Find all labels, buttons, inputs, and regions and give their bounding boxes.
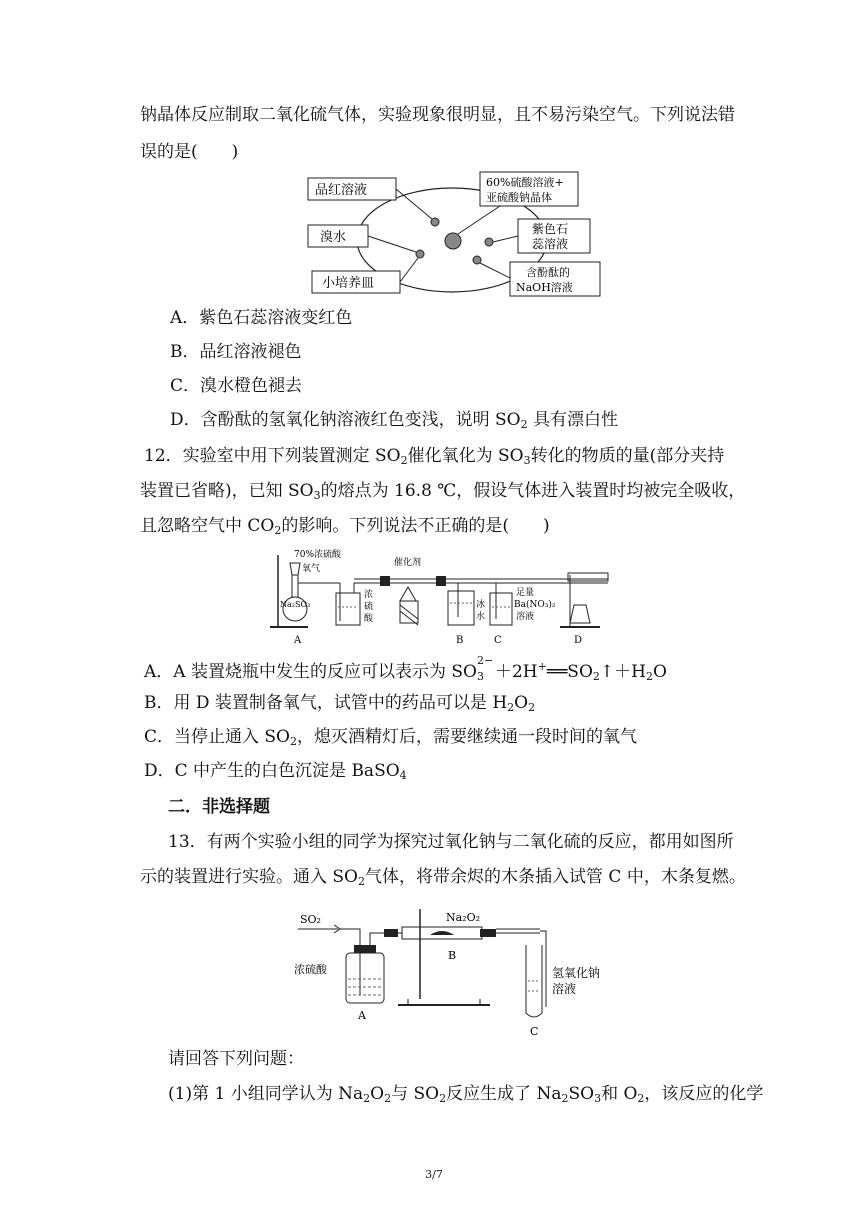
intro-line-1: 钠晶体反应制取二氧化硫气体，实验现象很明显，且不易污染空气。下列说法错	[140, 105, 735, 125]
ion-charge	[476, 654, 495, 683]
subscript: 2	[439, 1092, 447, 1105]
subscript: 2	[592, 670, 600, 683]
label-conc-2: 硫	[364, 602, 374, 612]
label-litmus-1: 紫色石	[532, 222, 569, 236]
subscript: 2	[637, 1092, 645, 1105]
label-naoh-2: 溶液	[552, 982, 577, 996]
q11-option-a: A．紫色石蕊溶液变红色	[170, 308, 353, 328]
label-a: A	[358, 1009, 366, 1022]
text: 反应生成了 Na	[446, 1084, 562, 1104]
subscript: 2	[358, 875, 365, 888]
text: ↑＋H	[599, 662, 646, 682]
label-ice-1: 冰	[476, 600, 486, 610]
subscript: 2	[520, 418, 528, 431]
label-naoh-2: NaOH溶液	[516, 281, 573, 294]
section-heading: 二．非选择题	[168, 797, 270, 817]
label-c: C	[530, 1025, 539, 1038]
subscript: 3	[523, 454, 531, 467]
label-ba-3: 溶液	[516, 612, 535, 622]
page-number: 3/7	[425, 1168, 443, 1181]
text: 示的装置进行实验。通入 SO	[140, 867, 358, 887]
text: 与 SO	[391, 1084, 440, 1104]
label-ba-2: Ba(NO₃)₂	[514, 600, 556, 610]
label-catalyst: 催化剂	[394, 558, 422, 568]
label-oxygen: 氧气	[302, 564, 321, 574]
figure-apparatus-abcd	[268, 545, 618, 650]
text: 的熔点为 16.8 ℃，假设气体进入装置时均被完全吸收，	[320, 481, 746, 501]
label-na2so3: Na₂SO₃	[280, 600, 311, 609]
label-acid-2: 亚硫酸钠晶体	[486, 191, 552, 204]
text: 12．实验室中用下列装置测定 SO	[144, 446, 401, 466]
text: O	[370, 1084, 385, 1104]
subscript: 2	[561, 1092, 569, 1105]
label-naoh-1: 含酚酞的	[526, 266, 570, 279]
label-ba-1: 足量	[516, 588, 535, 598]
q12-option-d	[144, 760, 407, 787]
label-so2: SO₂	[300, 913, 321, 926]
q12-line-3	[140, 515, 550, 542]
label-pinhong: 品红溶液	[315, 183, 368, 198]
subscript: 2	[384, 1092, 392, 1105]
subscript: 2	[290, 735, 297, 748]
subscript: 2	[400, 454, 408, 467]
label-xiushui: 溴水	[320, 230, 347, 245]
text: 催化氧化为 SO	[407, 446, 524, 466]
text: 具有漂白性	[527, 410, 619, 430]
q13-line-1: 13．有两个实验小组的同学为探究过氧化钠与二氧化硫的反应，都用如图所	[168, 832, 734, 852]
text: D．C 中产生的白色沉淀是 BaSO	[144, 761, 400, 781]
subscript: 2	[274, 524, 282, 537]
figure-petri-dish	[300, 170, 610, 300]
label-ice-2: 水	[476, 612, 486, 622]
subscript: 3	[476, 670, 484, 683]
q12-option-c	[144, 726, 637, 753]
q13-prompt: 请回答下列问题：	[168, 1049, 304, 1069]
text: 的影响。下列说法不正确的是( )	[281, 516, 550, 536]
q12-line-1	[144, 445, 724, 472]
q11-option-b: B．品红溶液褪色	[170, 342, 302, 362]
text: O	[652, 662, 667, 682]
text: (1)第 1 小组同学认为 Na	[168, 1084, 364, 1104]
label-dish: 小培养皿	[322, 276, 375, 291]
q12-line-2	[140, 480, 745, 507]
label-na2o2: Na₂O₂	[446, 911, 481, 924]
q13-part-1	[168, 1083, 763, 1110]
subscript: 2	[528, 701, 536, 714]
text: C．当停止通入 SO	[144, 727, 290, 747]
subscript: 4	[399, 769, 407, 782]
text: D．含酚酞的氢氧化钠溶液红色变浅，说明 SO	[170, 410, 521, 430]
label-c: C	[494, 635, 502, 646]
text: ，该反应的化学	[644, 1084, 764, 1104]
subscript: 3	[594, 1092, 602, 1105]
intro-line-2: 误的是( )	[140, 142, 239, 162]
text: 气体，将带余烬的木条插入试管 C 中，木条复燃。	[365, 867, 746, 887]
label-b: B	[448, 949, 457, 962]
subscript: 3	[313, 489, 321, 502]
label-b: B	[456, 635, 464, 646]
q11-option-d	[170, 409, 618, 436]
text: B．用 D 装置制备氧气，试管中的药品可以是 H	[144, 693, 508, 713]
label-acid-1: 60%硫酸溶液+	[486, 176, 564, 189]
superscript: 2−	[476, 654, 494, 667]
text: ＋2H	[494, 662, 538, 682]
label-acid: 70%浓硫酸	[294, 550, 342, 560]
label-naoh-1: 氢氧化钠	[552, 966, 601, 980]
text: 和 O	[601, 1084, 638, 1104]
q11-option-c: C．溴水橙色褪去	[170, 376, 303, 396]
label-d: D	[574, 635, 583, 646]
text: 装置已省略)，已知 SO	[140, 481, 314, 501]
label-conc-acid: 浓硫酸	[294, 963, 327, 976]
text: SO	[568, 1084, 595, 1104]
superscript: +	[537, 660, 547, 673]
q12-option-a	[144, 656, 667, 688]
label-conc-3: 酸	[364, 614, 374, 624]
text: O	[514, 693, 529, 713]
text: 转化的物质的量(部分夹持	[530, 446, 725, 466]
subscript: 2	[507, 701, 515, 714]
label-litmus-2: 蕊溶液	[532, 237, 569, 251]
subscript: 2	[645, 670, 653, 683]
text: ══SO	[546, 662, 593, 682]
text: 且忽略空气中 CO	[140, 516, 275, 536]
q13-line-2	[140, 866, 746, 893]
label-conc-1: 浓	[364, 590, 374, 600]
figure-apparatus-na2o2	[290, 895, 620, 1045]
q12-option-b	[144, 692, 535, 719]
text: ，熄灭酒精灯后，需要继续通一段时间的氧气	[297, 727, 637, 747]
subscript: 2	[363, 1092, 371, 1105]
label-a: A	[294, 635, 302, 646]
text: A．A 装置烧瓶中发生的反应可以表示为 SO	[144, 662, 477, 682]
